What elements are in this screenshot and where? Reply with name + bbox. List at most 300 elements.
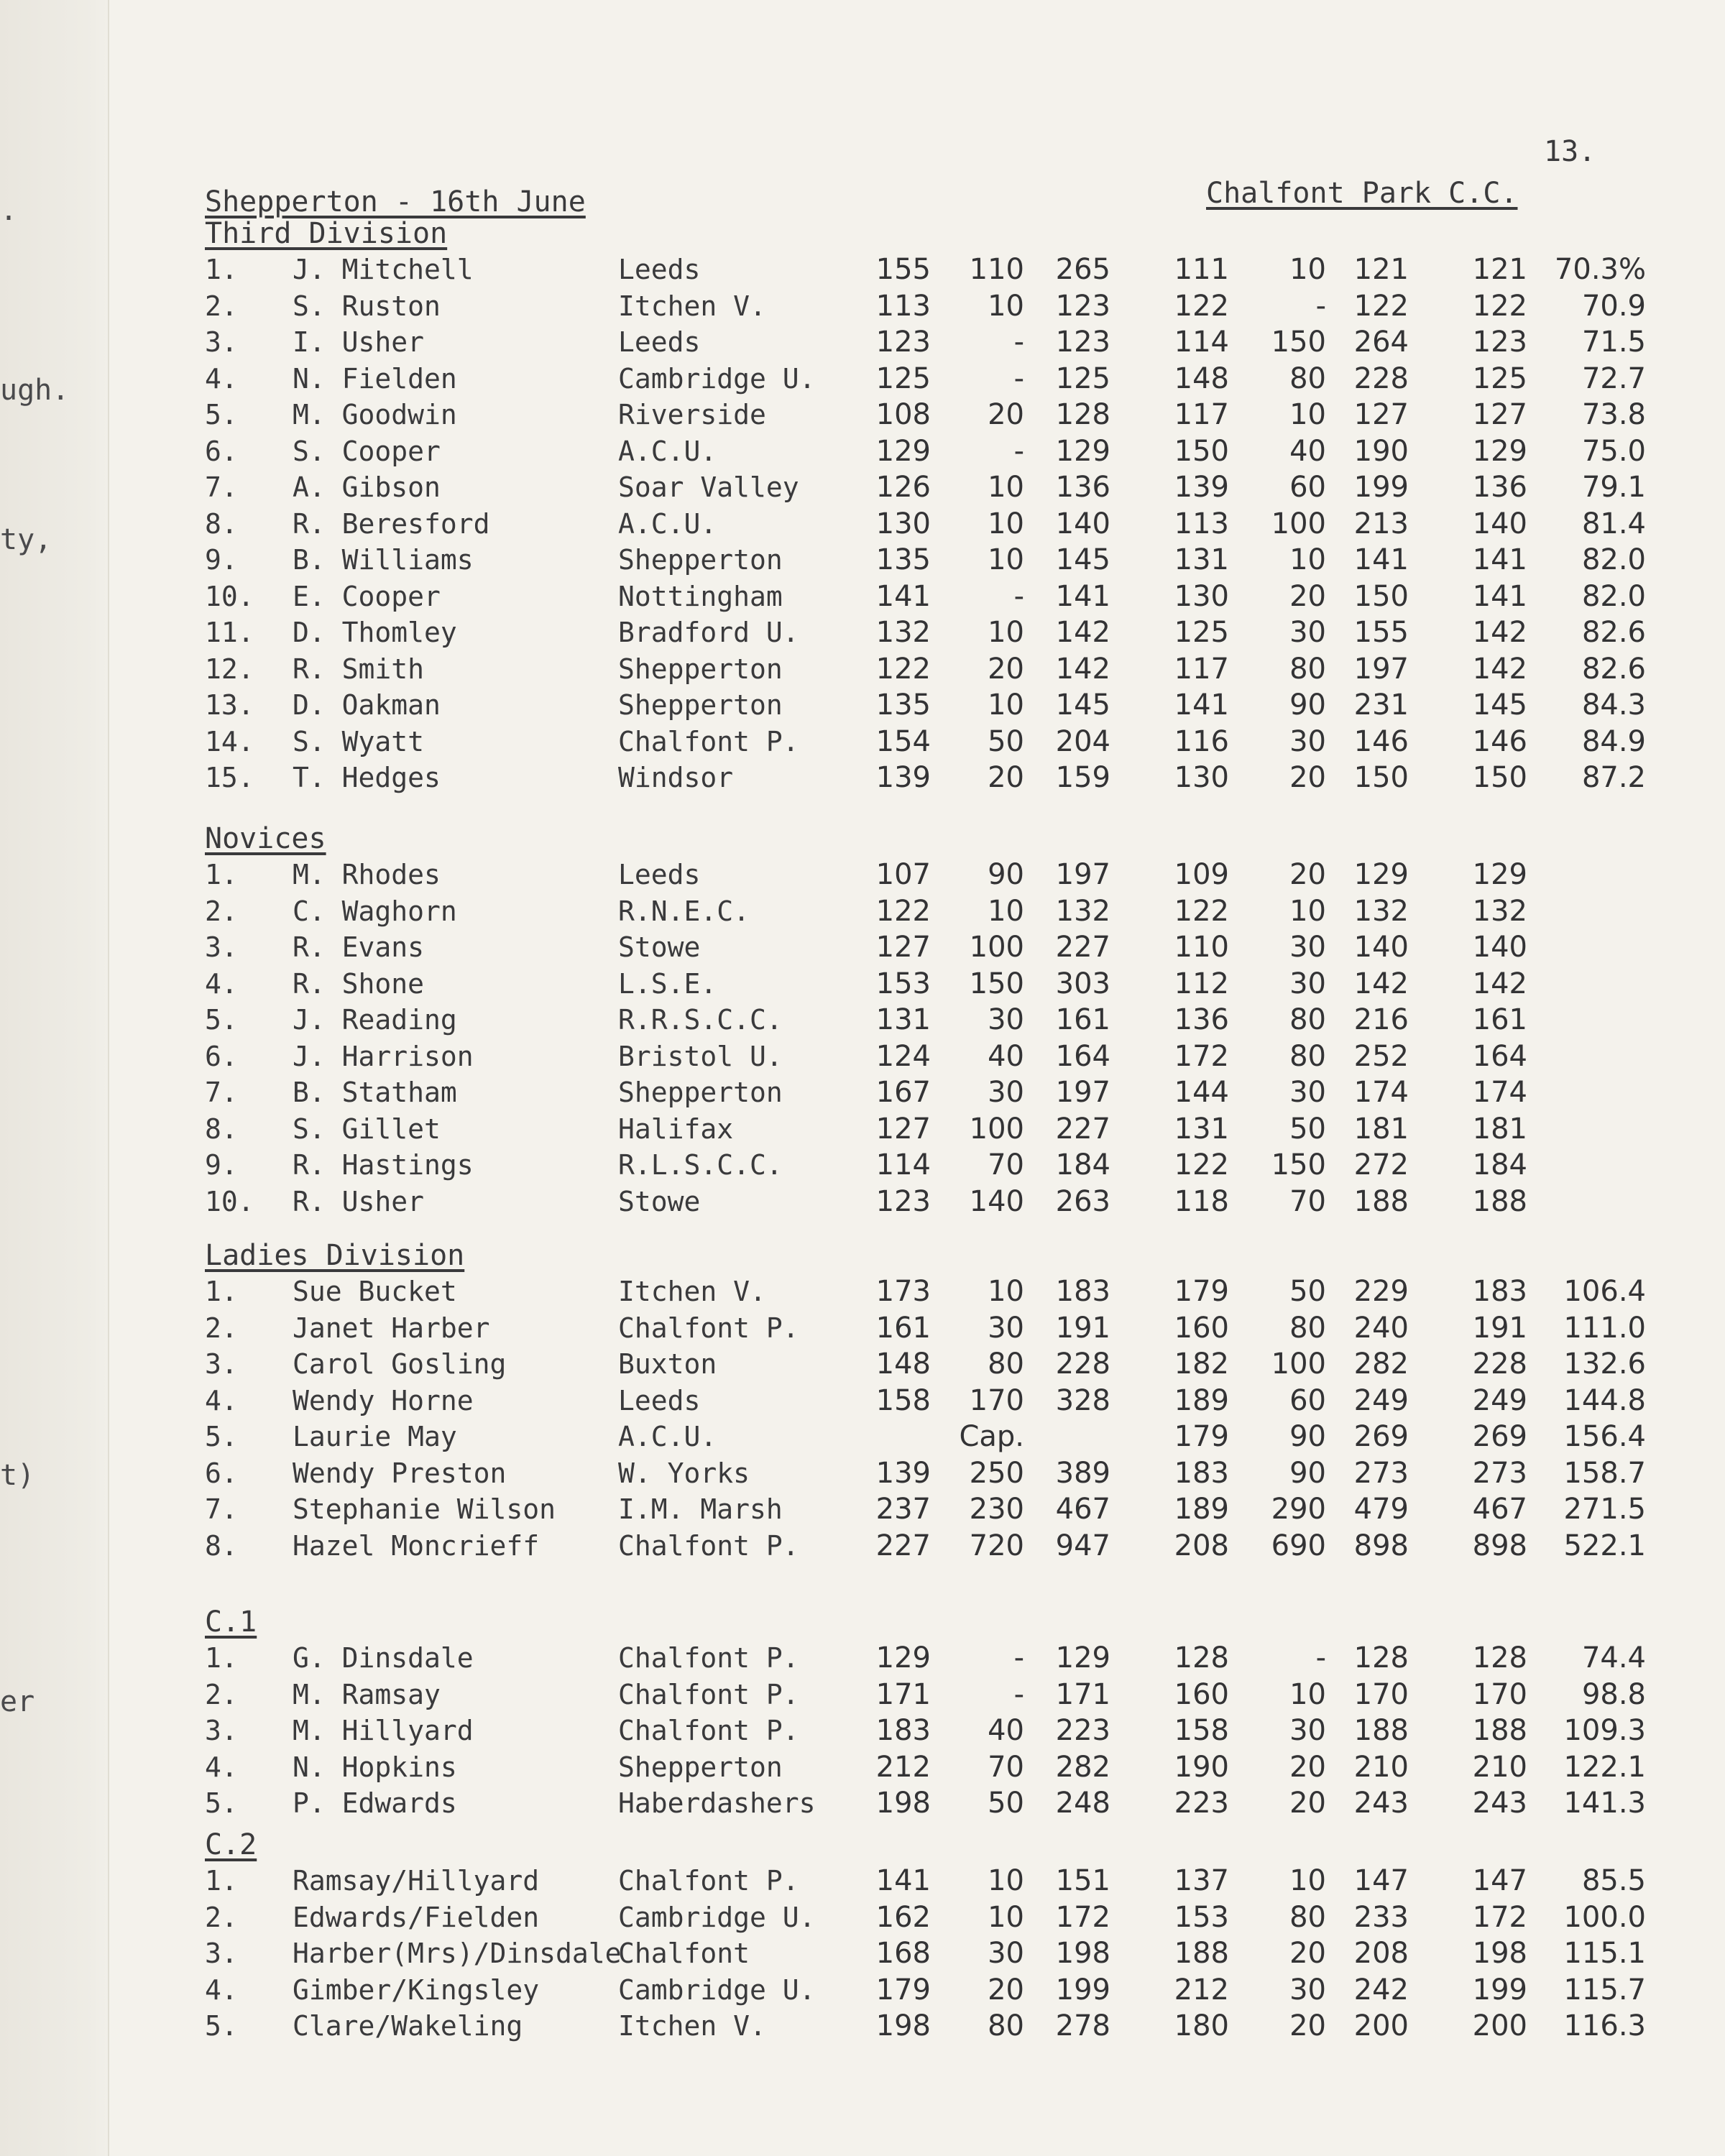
round2-penalties: 60: [1289, 471, 1326, 504]
result-row: [205, 1111, 1664, 1148]
section-title: Third Division: [205, 217, 448, 250]
club-heading: Chalfont Park C.C.: [1206, 177, 1518, 210]
rank: 9.: [205, 1149, 238, 1181]
club: Itchen V.: [618, 2010, 766, 2042]
round1-total: 278: [1055, 2009, 1110, 2042]
club: Cambridge U.: [618, 1973, 816, 2006]
competitor: I. Usher: [293, 326, 425, 358]
result-row: [205, 1074, 1664, 1111]
round1-score: 148: [875, 1348, 931, 1381]
result-row: [205, 651, 1664, 688]
round2-penalties: 30: [1289, 931, 1326, 964]
round2-score: 189: [1174, 1493, 1229, 1526]
result-row: [205, 469, 1664, 506]
round1-penalties: 50: [988, 1787, 1024, 1820]
round1-total: 128: [1055, 398, 1110, 431]
result-row: [205, 687, 1664, 724]
round1-total: 467: [1055, 1493, 1110, 1526]
round2-total: 142: [1353, 967, 1409, 1000]
percentage: 115.1: [1563, 1937, 1646, 1970]
competitor: R. Shone: [293, 967, 425, 1000]
round2-total: 146: [1353, 724, 1409, 758]
round2-penalties: 30: [1289, 967, 1326, 1000]
best-total: 249: [1472, 1383, 1527, 1417]
round1-total: 136: [1055, 471, 1110, 504]
competitor: J. Mitchell: [293, 254, 474, 285]
rank: 2.: [205, 290, 238, 322]
best-total: 174: [1472, 1076, 1527, 1109]
rank: 4.: [205, 1751, 238, 1783]
round2-total: 269: [1353, 1420, 1409, 1453]
club: A.C.U.: [618, 507, 717, 540]
competitor: Wendy Horne: [293, 1384, 474, 1416]
result-row: [205, 760, 1664, 796]
percentage: 82.6: [1581, 652, 1646, 686]
round1-penalties: -: [1013, 1677, 1024, 1711]
round2-total: 213: [1353, 507, 1409, 540]
club: Leeds: [618, 254, 701, 285]
rank: 10.: [205, 1185, 254, 1217]
club: Itchen V.: [618, 290, 766, 322]
best-total: 140: [1472, 931, 1527, 964]
club: Chalfont P.: [618, 1678, 799, 1710]
round2-score: 122: [1174, 289, 1229, 323]
round2-total: 150: [1353, 761, 1409, 794]
round2-score: 160: [1174, 1311, 1229, 1345]
round2-penalties: 30: [1289, 1973, 1326, 2007]
round2-total: 132: [1353, 894, 1409, 928]
round1-penalties: 50: [988, 724, 1024, 758]
rank: 14.: [205, 725, 254, 757]
percentage: 73.8: [1581, 398, 1646, 431]
round1-penalties: 30: [988, 1311, 1024, 1345]
competitor: Janet Harber: [293, 1312, 490, 1344]
round2-total: 128: [1353, 1641, 1409, 1674]
round2-total: 200: [1353, 2009, 1409, 2042]
competitor: Hazel Moncrieff: [293, 1529, 540, 1562]
result-row: [205, 724, 1664, 760]
rank: 5.: [205, 1421, 238, 1452]
rank: 13.: [205, 689, 254, 721]
club: W. Yorks: [618, 1457, 750, 1489]
competitor: M. Goodwin: [293, 399, 457, 430]
round1-total: 303: [1055, 967, 1110, 1000]
round1-penalties: 10: [988, 543, 1024, 576]
round2-total: 272: [1353, 1148, 1409, 1181]
club: Halifax: [618, 1112, 734, 1145]
rank: 7.: [205, 1077, 238, 1108]
bleed-text: er: [0, 1685, 35, 1718]
round1-penalties: 10: [988, 289, 1024, 323]
result-row: [205, 1184, 1664, 1220]
rank: 2.: [205, 1901, 238, 1933]
round1-penalties: 150: [969, 967, 1024, 1000]
result-row: [205, 893, 1664, 930]
round1-total: 204: [1055, 724, 1110, 758]
best-total: 198: [1472, 1937, 1527, 1970]
competitor: D. Thomley: [293, 617, 457, 648]
club: A.C.U.: [618, 435, 717, 467]
competitor: S. Gillet: [293, 1112, 441, 1145]
club: Leeds: [618, 1384, 701, 1416]
round2-score: 130: [1174, 579, 1229, 613]
results-section: [205, 1238, 1664, 1564]
rank: 8.: [205, 1529, 238, 1562]
round2-total: 188: [1353, 1184, 1409, 1218]
round2-total: 155: [1353, 616, 1409, 649]
result-row: [205, 433, 1664, 470]
club: Shepperton: [618, 544, 783, 576]
round1-penalties: 10: [988, 894, 1024, 928]
round2-score: 141: [1174, 688, 1229, 722]
percentage: 116.3: [1563, 2009, 1646, 2042]
competitor: M. Ramsay: [293, 1678, 441, 1710]
round2-total: 243: [1353, 1787, 1409, 1820]
round1-total: 197: [1055, 858, 1110, 891]
round2-total: 140: [1353, 931, 1409, 964]
best-total: 181: [1472, 1112, 1527, 1146]
club: Itchen V.: [618, 1276, 766, 1307]
best-total: 183: [1472, 1275, 1527, 1308]
round1-total: 184: [1055, 1148, 1110, 1181]
round2-score: 113: [1174, 507, 1229, 540]
round2-score: 150: [1174, 434, 1229, 468]
round2-total: 479: [1353, 1493, 1409, 1526]
rank: 4.: [205, 967, 238, 1000]
round1-score: 153: [875, 967, 931, 1000]
result-row: [205, 1383, 1664, 1419]
round2-total: 150: [1353, 579, 1409, 613]
club: Chalfont P.: [618, 1529, 799, 1562]
section-title: Novices: [205, 822, 326, 855]
results-section: [205, 216, 1664, 796]
round2-total: 174: [1353, 1076, 1409, 1109]
round2-total: 216: [1353, 1003, 1409, 1036]
round1-score: 141: [875, 1864, 931, 1897]
round2-score: 125: [1174, 616, 1229, 649]
round2-total: 122: [1353, 289, 1409, 323]
results-section: [205, 821, 1664, 1220]
percentage: 70.9: [1581, 289, 1646, 323]
competitor: B. Statham: [293, 1077, 457, 1108]
club: Nottingham: [618, 580, 783, 612]
round1-total: 164: [1055, 1039, 1110, 1073]
round2-penalties: 10: [1289, 398, 1326, 431]
round1-score: 123: [875, 1184, 931, 1218]
percentage: 522.1: [1563, 1529, 1646, 1562]
round2-score: 136: [1174, 1003, 1229, 1036]
best-total: 243: [1472, 1787, 1527, 1820]
best-total: 132: [1472, 894, 1527, 928]
round1-total: 248: [1055, 1787, 1110, 1820]
round2-total: 273: [1353, 1456, 1409, 1490]
percentage: 106.4: [1563, 1275, 1646, 1308]
club: Chalfont P.: [618, 1312, 799, 1344]
round2-score: 144: [1174, 1076, 1229, 1109]
round2-score: 183: [1174, 1456, 1229, 1490]
result-row: [205, 1863, 1664, 1899]
best-total: 184: [1472, 1148, 1527, 1181]
club: Stowe: [618, 931, 701, 963]
result-row: [205, 1002, 1664, 1038]
rank: 1.: [205, 1642, 238, 1674]
best-total: 199: [1472, 1973, 1527, 2007]
round1-penalties: -: [1013, 434, 1024, 468]
round2-penalties: 20: [1289, 579, 1326, 613]
round1-total: 263: [1055, 1184, 1110, 1218]
round2-score: 188: [1174, 1937, 1229, 1970]
percentage: 74.4: [1581, 1641, 1646, 1674]
round1-penalties: 90: [988, 858, 1024, 891]
round1-score: 122: [875, 652, 931, 686]
round2-score: 122: [1174, 1148, 1229, 1181]
round2-score: 160: [1174, 1677, 1229, 1711]
round2-penalties: 20: [1289, 1937, 1326, 1970]
best-total: 150: [1472, 761, 1527, 794]
percentage: 70.3%: [1554, 253, 1646, 286]
competitor: J. Harrison: [293, 1040, 474, 1072]
result-row: [205, 1528, 1664, 1565]
round2-score: 131: [1174, 543, 1229, 576]
percentage: 111.0: [1563, 1311, 1646, 1345]
round1-total: 198: [1055, 1937, 1110, 1970]
round1-score: 173: [875, 1275, 931, 1308]
club: R.N.E.C.: [618, 895, 750, 927]
club: I.M. Marsh: [618, 1493, 783, 1525]
percentage: 85.5: [1581, 1864, 1646, 1897]
club: Leeds: [618, 326, 701, 358]
rank: 4.: [205, 1973, 238, 2006]
round2-total: 229: [1353, 1275, 1409, 1308]
best-total: 147: [1472, 1864, 1527, 1897]
best-total: 269: [1472, 1420, 1527, 1453]
round1-total: 151: [1055, 1864, 1110, 1897]
percentage: 71.5: [1581, 326, 1646, 359]
round1-penalties: 10: [988, 1275, 1024, 1308]
round1-score: 125: [875, 361, 931, 395]
round1-total: 191: [1055, 1311, 1110, 1345]
round2-score: 179: [1174, 1275, 1229, 1308]
round1-score: 127: [875, 931, 931, 964]
round2-penalties: 70: [1289, 1184, 1326, 1218]
best-total: 161: [1472, 1003, 1527, 1036]
round2-penalties: 100: [1271, 507, 1326, 540]
percentage: 72.7: [1581, 361, 1646, 395]
round1-score: 179: [875, 1973, 931, 2007]
round2-penalties: 100: [1271, 1348, 1326, 1381]
round1-total: 132: [1055, 894, 1110, 928]
competitor: M. Hillyard: [293, 1715, 474, 1746]
percentage: 141.3: [1563, 1787, 1646, 1820]
percentage: 122.1: [1563, 1750, 1646, 1784]
round1-total: 141: [1055, 579, 1110, 613]
result-row: [205, 1677, 1664, 1713]
section-title: C.2: [205, 1828, 257, 1861]
round1-penalties: 30: [988, 1076, 1024, 1109]
best-total: 127: [1472, 398, 1527, 431]
percentage: 132.6: [1563, 1348, 1646, 1381]
competitor: S. Cooper: [293, 435, 441, 467]
round1-score: 132: [875, 616, 931, 649]
rank: 8.: [205, 1112, 238, 1145]
round1-score: 198: [875, 1787, 931, 1820]
result-row: [205, 252, 1664, 288]
round2-score: 179: [1174, 1420, 1229, 1453]
best-total: 140: [1472, 507, 1527, 540]
round1-penalties: 100: [969, 1112, 1024, 1146]
rank: 6.: [205, 1040, 238, 1072]
round2-total: 181: [1353, 1112, 1409, 1146]
round1-penalties: -: [1013, 579, 1024, 613]
round2-score: 109: [1174, 858, 1229, 891]
round1-total: 223: [1055, 1714, 1110, 1747]
section-title: C.1: [205, 1606, 257, 1639]
rank: 6.: [205, 435, 238, 467]
percentage: 84.3: [1581, 688, 1646, 722]
round2-score: 117: [1174, 652, 1229, 686]
round2-penalties: 80: [1289, 652, 1326, 686]
round2-penalties: 40: [1289, 434, 1326, 468]
round2-penalties: 50: [1289, 1112, 1326, 1146]
round1-score: 135: [875, 688, 931, 722]
result-row: [205, 1147, 1664, 1184]
competitor: J. Reading: [293, 1004, 457, 1036]
percentage: 98.8: [1581, 1677, 1646, 1711]
best-total: 142: [1472, 967, 1527, 1000]
round2-total: 208: [1353, 1937, 1409, 1970]
round2-total: 197: [1353, 652, 1409, 686]
best-total: 142: [1472, 616, 1527, 649]
round2-score: 148: [1174, 361, 1229, 395]
club: Stowe: [618, 1185, 701, 1217]
round2-score: 117: [1174, 398, 1229, 431]
round1-score: 130: [875, 507, 931, 540]
round1-penalties: Cap.: [959, 1420, 1024, 1453]
club: L.S.E.: [618, 967, 717, 1000]
round1-penalties: 110: [969, 253, 1024, 286]
competitor: G. Dinsdale: [293, 1642, 474, 1674]
result-row: [205, 1346, 1664, 1383]
competitor: R. Usher: [293, 1185, 425, 1217]
club: Chalfont P.: [618, 1642, 799, 1674]
round2-score: 128: [1174, 1641, 1229, 1674]
bleed-text: ty,: [0, 523, 52, 556]
rank: 2.: [205, 1678, 238, 1710]
result-row: [205, 542, 1664, 579]
round2-score: 110: [1174, 931, 1229, 964]
rank: 2.: [205, 1312, 238, 1344]
round1-score: 126: [875, 471, 931, 504]
best-total: 129: [1472, 434, 1527, 468]
round1-score: 123: [875, 326, 931, 359]
round1-total: 125: [1055, 361, 1110, 395]
round2-penalties: 150: [1271, 326, 1326, 359]
best-total: 200: [1472, 2009, 1527, 2042]
round2-penalties: 80: [1289, 361, 1326, 395]
round1-total: 197: [1055, 1076, 1110, 1109]
best-total: 121: [1472, 253, 1527, 286]
percentage: 82.6: [1581, 616, 1646, 649]
page-number: 13.: [1544, 135, 1596, 168]
round1-score: 227: [875, 1529, 931, 1562]
round2-total: 242: [1353, 1973, 1409, 2007]
round2-total: 898: [1353, 1529, 1409, 1562]
round2-total: 170: [1353, 1677, 1409, 1711]
best-total: 170: [1472, 1677, 1527, 1711]
round1-penalties: 10: [988, 688, 1024, 722]
round1-score: 168: [875, 1937, 931, 1970]
best-total: 188: [1472, 1184, 1527, 1218]
rank: 5.: [205, 1787, 238, 1819]
round1-score: 107: [875, 858, 931, 891]
round2-penalties: -: [1315, 1641, 1326, 1674]
club: Chalfont P.: [618, 1715, 799, 1746]
rank: 3.: [205, 1715, 238, 1746]
best-total: 146: [1472, 724, 1527, 758]
round2-penalties: 20: [1289, 2009, 1326, 2042]
competitor: Sue Bucket: [293, 1276, 457, 1307]
round1-penalties: 10: [988, 471, 1024, 504]
round2-total: 127: [1353, 398, 1409, 431]
round2-penalties: 60: [1289, 1383, 1326, 1417]
competitor: R. Evans: [293, 931, 425, 963]
round1-score: 127: [875, 1112, 931, 1146]
round2-penalties: 80: [1289, 1311, 1326, 1345]
rank: 5.: [205, 399, 238, 430]
round2-penalties: 90: [1289, 688, 1326, 722]
result-row: [205, 1899, 1664, 1936]
round1-score: 161: [875, 1311, 931, 1345]
round1-score: 141: [875, 579, 931, 613]
result-row: [205, 1713, 1664, 1749]
round2-total: 233: [1353, 1900, 1409, 1934]
round1-total: 145: [1055, 543, 1110, 576]
round2-penalties: 150: [1271, 1148, 1326, 1181]
round2-penalties: 30: [1289, 616, 1326, 649]
round1-score: 162: [875, 1900, 931, 1934]
competitor: C. Waghorn: [293, 895, 457, 927]
round2-penalties: 20: [1289, 761, 1326, 794]
club: Buxton: [618, 1348, 717, 1380]
round2-score: 190: [1174, 1750, 1229, 1784]
best-total: 164: [1472, 1039, 1527, 1073]
best-total: 123: [1472, 326, 1527, 359]
best-total: 122: [1472, 289, 1527, 323]
result-row: [205, 1273, 1664, 1310]
result-row: [205, 324, 1664, 361]
competitor: R. Beresford: [293, 507, 490, 540]
rank: 9.: [205, 544, 238, 576]
round1-total: 947: [1055, 1529, 1110, 1562]
round2-penalties: 290: [1271, 1493, 1326, 1526]
round1-total: 129: [1055, 1641, 1110, 1674]
rank: 5.: [205, 1004, 238, 1036]
round1-total: 161: [1055, 1003, 1110, 1036]
competitor: Wendy Preston: [293, 1457, 507, 1489]
round1-penalties: 100: [969, 931, 1024, 964]
rank: 7.: [205, 1493, 238, 1525]
round2-penalties: 10: [1289, 1677, 1326, 1711]
round2-score: 112: [1174, 967, 1229, 1000]
round2-score: 180: [1174, 2009, 1229, 2042]
competitor: Clare/Wakeling: [293, 2010, 523, 2042]
round2-total: 199: [1353, 471, 1409, 504]
best-total: 136: [1472, 471, 1527, 504]
round1-penalties: -: [1013, 361, 1024, 395]
round1-score: 139: [875, 761, 931, 794]
round2-total: 210: [1353, 1750, 1409, 1784]
round1-score: 129: [875, 1641, 931, 1674]
